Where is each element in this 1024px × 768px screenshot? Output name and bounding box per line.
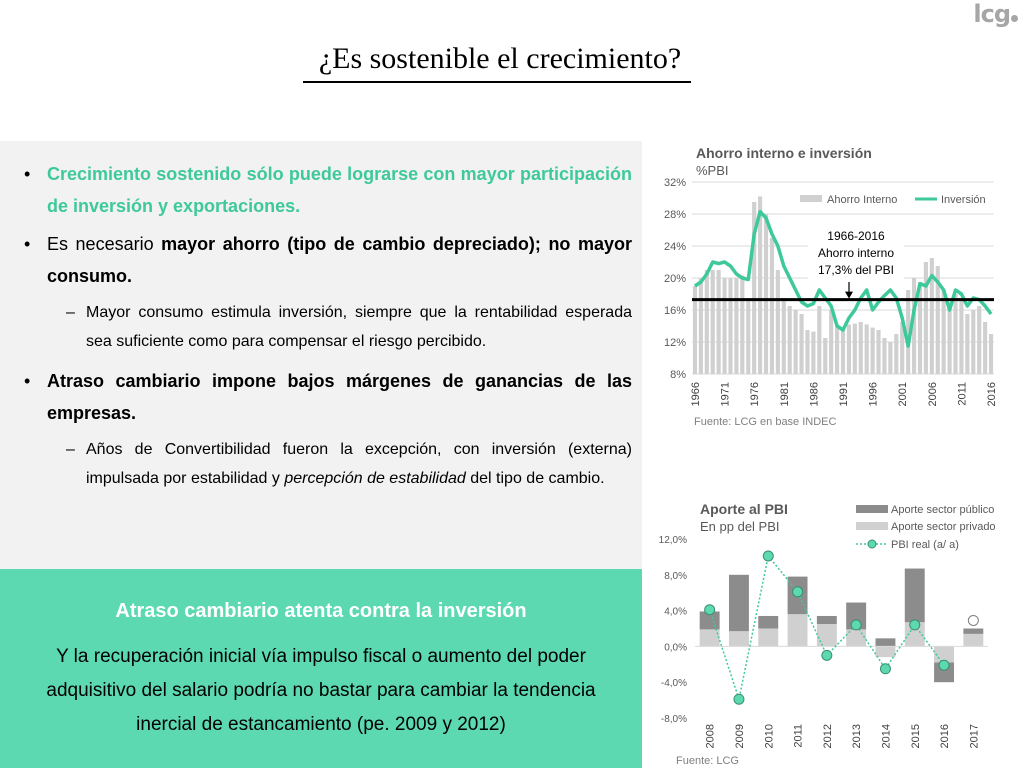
- private-bar: [817, 624, 837, 646]
- y-tick-labels: [659, 535, 687, 725]
- savings-investment-chart: [650, 140, 1020, 440]
- savings-bar: [799, 314, 803, 374]
- sub-bullet-dash: –: [66, 304, 75, 321]
- savings-bar: [740, 276, 744, 374]
- savings-bar: [717, 270, 721, 374]
- savings-bar: [977, 306, 981, 374]
- savings-bar: [971, 310, 975, 374]
- savings-bar: [959, 298, 963, 374]
- x-tick-label: 1976: [749, 382, 762, 407]
- chart-title: Ahorro interno e inversión: [696, 145, 872, 161]
- legend-label-investment: Inversión: [941, 194, 986, 206]
- sub-bullet-item: [24, 435, 632, 493]
- bullet-text: Es necesario: [47, 234, 162, 254]
- title-underline: [303, 81, 691, 83]
- gdp-marker: [851, 620, 861, 630]
- savings-bar: [829, 310, 833, 374]
- logo-dot: [1011, 15, 1018, 22]
- x-tick-labels: [690, 382, 998, 406]
- savings-bar: [705, 270, 709, 374]
- chart-subtitle: %PBI: [696, 163, 729, 178]
- savings-bars: [693, 196, 993, 374]
- x-tick-label: 2016: [986, 382, 999, 407]
- y-tick-label: 12%: [663, 337, 686, 349]
- y-tick-label: 16%: [663, 305, 686, 317]
- savings-bar: [728, 278, 732, 374]
- y-tick-label: 20%: [663, 273, 686, 285]
- legend-swatch-savings: [800, 195, 822, 202]
- y-tick-label: 28%: [663, 209, 686, 221]
- x-tick-label: 2015: [909, 724, 922, 749]
- savings-bar: [817, 306, 821, 374]
- public-bar: [963, 629, 983, 634]
- public-bar: [729, 575, 749, 631]
- y-tick-label: 8,0%: [664, 570, 687, 582]
- private-bar: [700, 629, 720, 646]
- conclusion-title: Atraso cambiario atenta contra la inversión: [115, 600, 527, 622]
- savings-bar: [841, 330, 845, 374]
- savings-bar: [805, 330, 809, 374]
- gdp-contribution-chart: [650, 496, 1024, 768]
- x-tick-label: 2011: [792, 724, 805, 748]
- private-bar: [729, 631, 749, 646]
- savings-bar: [859, 322, 863, 374]
- legend-label-public: Aporte sector público: [891, 504, 995, 516]
- x-tick-label: 2006: [926, 382, 939, 407]
- y-tick-labels: [664, 177, 686, 381]
- legend-marker-gdp: [868, 540, 876, 548]
- sub-bullet-text-end: del tipo de cambio.: [465, 470, 605, 487]
- sub-bullet-text: Años de Convertibilidad fueron la excepción, con inversión (externa) impulsada por estabilidad y: [86, 441, 632, 487]
- savings-bar: [746, 298, 750, 374]
- chart-source: Fuente: LCG en base INDEC: [694, 416, 837, 428]
- x-tick-label: 1996: [867, 382, 880, 407]
- x-tick-label: 2012: [821, 724, 834, 749]
- savings-bar: [722, 278, 726, 374]
- x-tick-label: 2013: [851, 724, 864, 749]
- savings-bar: [871, 328, 875, 374]
- y-tick-label: 4,0%: [664, 606, 687, 618]
- conclusion-text: Y la recuperación inicial vía impulso fiscal o aumento del poder adquisitivo del salario podría no bastar para cambiar la tendencia inercial de estancamiento (pe. 2009 y 2012): [46, 646, 596, 735]
- savings-bar: [924, 262, 928, 374]
- chart-title: Aporte al PBI: [700, 501, 788, 517]
- private-bar: [875, 646, 895, 657]
- logo-text: lcg: [973, 0, 1010, 28]
- annotation-line-2: Ahorro interno: [817, 246, 895, 260]
- x-tick-label: 2010: [763, 724, 776, 749]
- gdp-marker: [763, 551, 773, 561]
- savings-bar: [948, 302, 952, 374]
- bullet-text: Atraso cambiario impone bajos márgenes de ganancias de las empresas.: [47, 371, 632, 423]
- savings-bar: [953, 294, 957, 374]
- savings-bar: [894, 334, 898, 374]
- savings-bar: [989, 334, 993, 374]
- savings-bar: [847, 324, 851, 374]
- public-bar: [758, 616, 778, 629]
- savings-bar: [776, 270, 780, 374]
- bullet-text: Crecimiento sostenido sólo puede lograrse con mayor participación de inversión y exportaciones.: [47, 164, 632, 216]
- public-bar: [817, 616, 837, 624]
- x-tick-label: 2011: [956, 382, 969, 406]
- x-tick-label: 1986: [808, 382, 821, 407]
- x-tick-label: 1991: [838, 382, 850, 407]
- x-tick-label: 2016: [939, 724, 952, 749]
- y-tick-label: -8,0%: [660, 714, 687, 725]
- x-tick-label: 2009: [733, 724, 746, 749]
- savings-bar: [942, 290, 946, 374]
- y-tick-label: -4,0%: [660, 678, 687, 690]
- y-tick-label: 24%: [663, 241, 686, 253]
- y-tick-label: 8%: [670, 369, 686, 381]
- savings-bar: [882, 338, 886, 374]
- legend-swatch-private: [856, 522, 888, 530]
- x-tick-label: 1966: [689, 382, 702, 407]
- legend-label-private: Aporte sector privado: [891, 521, 996, 533]
- savings-bar: [770, 238, 774, 374]
- x-tick-label: 1981: [778, 382, 791, 407]
- x-tick-label: 1971: [719, 382, 732, 407]
- legend-label-gdp: PBI real (a/ a): [891, 539, 959, 551]
- page-title: ¿Es sostenible el crecimiento?: [318, 42, 682, 75]
- savings-bar: [711, 270, 715, 374]
- savings-bar: [734, 278, 738, 374]
- x-tick-label: 2001: [897, 382, 910, 407]
- savings-bar: [876, 330, 880, 374]
- bullet-dot: •: [24, 234, 31, 254]
- sub-bullet-item: [24, 298, 632, 356]
- bullet-list: [24, 158, 632, 502]
- annotation-line-1: 1966-2016: [827, 229, 885, 243]
- brand-logo: [973, 0, 1018, 28]
- gdp-marker: [734, 694, 744, 704]
- chart-source: Fuente: LCG: [676, 755, 739, 767]
- savings-bar: [888, 342, 892, 374]
- private-bar: [788, 614, 808, 646]
- x-tick-labels: [705, 724, 981, 748]
- gdp-marker: [910, 620, 920, 630]
- x-tick-label: 2017: [968, 724, 981, 749]
- gdp-marker: [968, 615, 978, 625]
- gdp-marker: [705, 605, 715, 615]
- bullet-item: [24, 158, 632, 222]
- legend-swatch-public: [856, 505, 888, 513]
- gdp-marker: [939, 660, 949, 670]
- savings-bar: [853, 324, 857, 374]
- savings-bar: [699, 278, 703, 374]
- bullet-bold-text: mayor ahorro (tipo de cambio depreciado); no mayor consumo.: [47, 234, 632, 286]
- savings-bar: [983, 322, 987, 374]
- bullet-item: [24, 365, 632, 429]
- sub-bullet-text: Mayor consumo estimula inversión, siempre que la rentabilidad esperada sea suficiente como para compensar el riesgo percibido.: [86, 304, 632, 350]
- public-bar: [905, 569, 925, 623]
- gdp-marker: [822, 650, 832, 660]
- bullet-dot: •: [24, 164, 31, 184]
- bullet-dot: •: [24, 371, 31, 391]
- savings-bar: [835, 326, 839, 374]
- sub-bullet-dash: –: [66, 441, 75, 458]
- savings-bar: [788, 306, 792, 374]
- savings-bar: [823, 338, 827, 374]
- savings-bar: [865, 324, 869, 374]
- gdp-marker: [880, 664, 890, 674]
- savings-bar: [764, 214, 768, 374]
- y-tick-label: 32%: [663, 177, 686, 189]
- savings-bar: [794, 310, 798, 374]
- x-tick-label: 2008: [704, 724, 717, 749]
- y-tick-label: 0,0%: [664, 642, 687, 654]
- bullet-item: [24, 228, 632, 292]
- annotation-line-3: 17,3% del PBI: [817, 263, 895, 277]
- private-bar: [963, 634, 983, 647]
- y-tick-label: 12,0%: [658, 535, 687, 546]
- chart-subtitle: En pp del PBI: [700, 519, 780, 534]
- x-tick-label: 2014: [880, 724, 893, 749]
- annotation-arrowhead: [845, 292, 853, 299]
- savings-bar: [811, 332, 815, 374]
- sub-bullet-italic: percepción de estabilidad: [284, 470, 466, 487]
- private-bar: [758, 629, 778, 647]
- savings-bar: [782, 298, 786, 374]
- savings-bar: [965, 314, 969, 374]
- legend-label-savings: Ahorro Interno: [827, 194, 898, 206]
- public-bar: [875, 638, 895, 646]
- gdp-marker: [793, 587, 803, 597]
